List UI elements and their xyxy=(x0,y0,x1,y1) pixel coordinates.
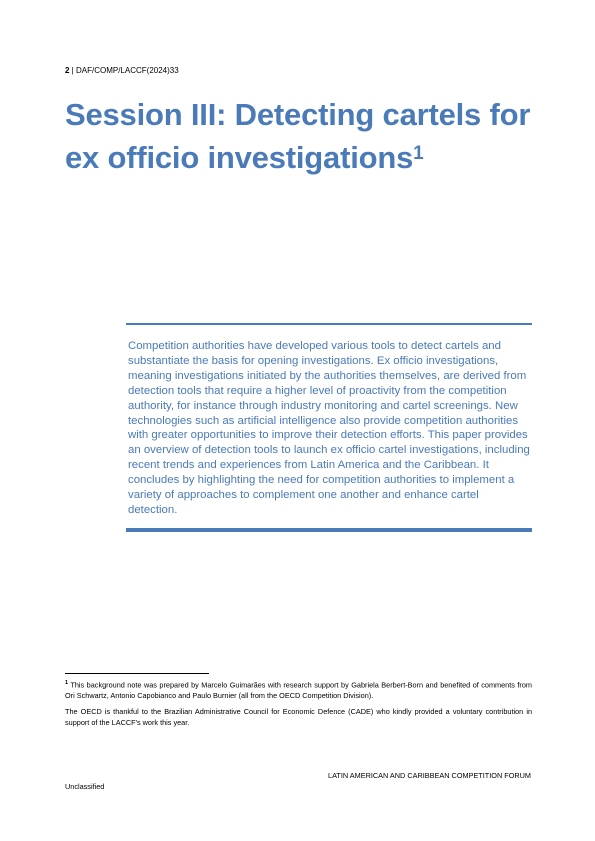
footnotes xyxy=(65,678,532,734)
page-number: 2 xyxy=(65,66,70,75)
title-text: Session III: Detecting cartels for ex officio investigations xyxy=(65,97,531,175)
header-separator: | xyxy=(69,66,76,75)
footnote-1-text: This background note was prepared by Marcelo Guimarães with research support by Gabriela Berbert-Born and benefited of comments from Ori Schwartz, Antonio Capobianco and Paulo Burnier (all from the OECD Competition Division). xyxy=(65,680,532,701)
forum-name: LATIN AMERICAN AND CARIBBEAN COMPETITION FORUM xyxy=(328,771,531,780)
page-header xyxy=(65,66,179,75)
footnote-divider xyxy=(65,673,209,674)
abstract-text: Competition authorities have developed various tools to detect cartels and substantiate the basis for opening investigations. Ex officio investigations, meaning investigations initiated by the authorities themselves, are derived from detection tools that require a higher level of proactivity from the competition authority, for instance through industry monitoring and cartel screenings. New technologies such as artificial intelligence also provide competition authorities with greater opportunities to improve their detection efforts. This paper provides an overview of detection tools to launch ex officio cartel investigations, including recent trends and experiences from Latin America and the Caribbean. It concludes by highlighting the need for competition authorities to implement a variety of approaches to complement one another and enhance cartel detection. xyxy=(128,340,530,516)
footnote-acknowledgement: The OECD is thankful to the Brazilian Administrative Council for Economic Defence (CADE) who kindly provided a voluntary contribution in support of the LACCF's work this year. xyxy=(65,707,532,727)
page-title xyxy=(65,93,545,179)
title-footnote-marker: 1 xyxy=(413,143,424,164)
footnote-marker: 1 xyxy=(65,680,69,686)
classification-label: Unclassified xyxy=(65,782,105,791)
abstract-box xyxy=(126,323,532,532)
document-code: DAF/COMP/LACCF(2024)33 xyxy=(75,66,179,75)
footnote-1 xyxy=(65,678,532,702)
